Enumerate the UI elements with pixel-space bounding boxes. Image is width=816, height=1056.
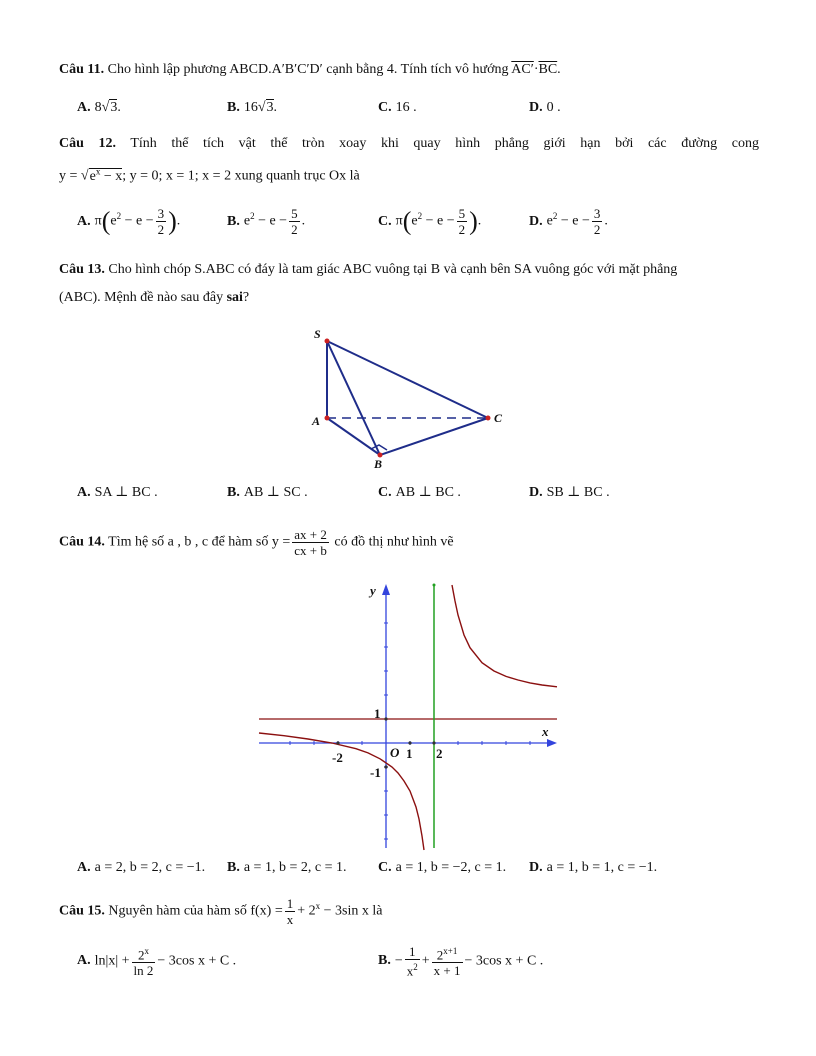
option-letter: C. — [378, 485, 392, 500]
question-number: Câu 13. — [59, 262, 105, 277]
math-expr: e — [243, 213, 251, 229]
axis-ticks — [290, 623, 530, 839]
exponent: 2 — [417, 211, 423, 222]
question-12-line2: $y = √e^x - x$; y = 0; x = 1; x = 2 xung quanh trục Ox là — [59, 166, 360, 184]
math-expr: − e − — [254, 213, 288, 229]
punct: . — [477, 213, 482, 229]
option-text: 0 . — [546, 100, 561, 115]
option-letter: C. — [378, 213, 392, 229]
denominator: ln 2 — [133, 963, 154, 979]
numerator: 5 — [291, 206, 298, 221]
emphasis-word: sai — [226, 290, 243, 305]
punct: . — [604, 213, 608, 229]
question-number: Câu 11. — [59, 62, 105, 77]
label-b: B — [374, 457, 383, 471]
question-text: Tìm hệ số a , b , c để hàm số — [108, 534, 269, 550]
option-letter: D. — [529, 860, 543, 875]
exponent: x — [144, 946, 149, 956]
option-letter: A. — [77, 100, 91, 115]
math-expr: π — [395, 213, 403, 229]
math-expr: e — [89, 168, 96, 184]
origin-label: O — [390, 745, 400, 760]
option-text: AB ⊥ BC . — [395, 485, 461, 500]
question-text: Nguyên hàm của hàm số — [108, 903, 247, 919]
option-letter: A. — [77, 213, 91, 229]
denominator: 2 — [157, 222, 165, 237]
option-b[interactable] — [378, 944, 543, 978]
math-expr: − — [394, 953, 403, 969]
point-x1 — [408, 741, 411, 744]
fraction — [405, 944, 420, 978]
exponent: 2 — [413, 962, 418, 972]
option-letter: C. — [378, 100, 392, 115]
option-b[interactable] — [227, 860, 346, 876]
question-text: Cho hình chóp S.ABC có đáy là tam giác ABC vuông tại B và cạnh bên SA vuông góc với mặt phẳng — [108, 262, 678, 277]
math-expr: 16 — [243, 100, 258, 115]
option-text: a = 1, b = 1, c = −1. — [546, 860, 658, 875]
math-expr: − 3sin x — [320, 903, 369, 919]
edge-sb — [327, 341, 380, 455]
option-text: SA ⊥ BC . — [94, 485, 158, 500]
option-letter: B. — [227, 485, 240, 500]
label-c: C — [494, 411, 503, 425]
fraction — [592, 206, 603, 237]
punct: . — [557, 62, 561, 77]
question-text: (ABC). Mệnh đề nào sau đây — [59, 290, 227, 305]
point-a — [325, 416, 330, 421]
math-expr: ln|x| + — [94, 953, 130, 969]
option-text: a = 1, b = −2, c = 1. — [395, 860, 507, 875]
fraction — [132, 944, 156, 978]
vector: AC′ — [511, 62, 534, 77]
question-number: Câu 12. — [59, 136, 116, 151]
exponent: x — [315, 901, 321, 912]
option-letter: A. — [77, 860, 91, 875]
option-c[interactable] — [378, 860, 506, 876]
option-d[interactable] — [529, 860, 657, 876]
denominator: x — [406, 963, 414, 979]
question-13 — [59, 260, 759, 280]
tick-label-1: 1 — [406, 746, 413, 761]
option-b[interactable] — [227, 484, 308, 501]
math-expr: 3 — [266, 100, 274, 115]
math-expr: − e − — [121, 213, 154, 229]
point-y1 — [384, 717, 387, 720]
option-text: 16 . — [395, 100, 417, 115]
option-b[interactable]: B. 16√3. — [227, 100, 278, 115]
math-expr: e — [546, 213, 553, 229]
fraction — [156, 206, 167, 237]
option-a[interactable]: A. $\pi(e^2 - e$ − $\frac{3}{2}$ ). — [77, 206, 181, 237]
question-11 — [59, 60, 759, 80]
math-expr: e — [411, 213, 418, 229]
option-d[interactable] — [529, 484, 610, 501]
label-a: A — [312, 414, 321, 428]
punct: . — [273, 100, 278, 115]
math-expr: f(x) = — [250, 903, 283, 919]
punct: . — [117, 100, 121, 115]
math-expr: y = — [59, 168, 78, 184]
exponent: x — [95, 166, 101, 176]
edge-sc — [327, 341, 488, 418]
option-c[interactable]: C. $\pi(e^2 - e$ − $\frac{5}{2}$ ). — [378, 206, 482, 237]
option-a[interactable] — [77, 860, 205, 876]
x-axis-arrow — [547, 739, 557, 747]
denominator: x — [286, 912, 294, 927]
option-text: SB ⊥ BC . — [546, 485, 610, 500]
option-text: AB ⊥ SC . — [243, 485, 308, 500]
option-d[interactable] — [529, 100, 561, 116]
question-14 — [59, 527, 454, 558]
question-number: Câu 14. — [59, 534, 105, 550]
numerator: 3 — [593, 206, 601, 221]
point-c — [486, 416, 491, 421]
question-text: Tính thể tích vật thể tròn xoay khi quay hình phẳng giới hạn bởi các đường cong — [130, 136, 759, 151]
math-expr: − e − — [422, 213, 455, 229]
question-text: có đồ thị như hình vẽ — [334, 534, 454, 550]
question-15 — [59, 896, 382, 927]
numerator: 5 — [458, 206, 466, 221]
option-letter: C. — [378, 860, 392, 875]
numerator: 3 — [157, 206, 165, 221]
question-12 — [59, 134, 759, 154]
tick-label-yneg1: -1 — [370, 765, 381, 780]
question-number: Câu 15. — [59, 903, 105, 919]
denominator: 2 — [458, 222, 466, 237]
numerator: 1 — [286, 896, 294, 911]
question-text: cạnh bằng 4. Tính tích vô hướng — [326, 62, 509, 77]
option-c[interactable] — [378, 484, 461, 501]
math-expr: e — [110, 213, 117, 229]
math-expr: 8 — [94, 100, 102, 115]
asymptote-endpoint — [433, 584, 436, 587]
y-axis-arrow — [382, 584, 390, 595]
tick-label-2: 2 — [436, 746, 443, 761]
edge-bc — [380, 418, 488, 455]
option-text: a = 1, b = 2, c = 1. — [243, 860, 347, 875]
math-expr: y = — [271, 534, 291, 550]
denominator: cx + b — [294, 543, 327, 558]
point-xm2 — [336, 741, 339, 744]
label-s: S — [314, 327, 321, 341]
fraction — [457, 206, 468, 237]
fraction — [285, 896, 296, 927]
math-expr: 3 — [110, 100, 118, 115]
exponent: 2 — [552, 211, 558, 222]
exponent: x+1 — [443, 946, 458, 956]
punct: ? — [242, 290, 250, 305]
option-letter: B. — [378, 953, 391, 969]
math-expr: − x — [100, 168, 123, 184]
point-x2 — [432, 741, 435, 744]
denominator: 2 — [291, 222, 298, 237]
tick-label-y1: 1 — [374, 706, 381, 721]
math-expr: ; y = 0; x = 1; x = 2 — [122, 168, 232, 184]
pyramid-figure — [300, 322, 520, 472]
option-letter: D. — [529, 213, 543, 229]
math-expr: ABCD.A′B′C′D′ — [229, 62, 323, 77]
option-a[interactable] — [77, 484, 158, 501]
math-expr: + — [421, 953, 430, 969]
tick-label-neg2: -2 — [332, 750, 343, 765]
curve-right-branch — [452, 585, 557, 687]
option-text: a = 2, b = 2, c = −1. — [94, 860, 206, 875]
option-d[interactable] — [529, 206, 608, 237]
numerator: 2 — [137, 947, 145, 963]
fraction — [432, 944, 463, 978]
punct: . — [301, 213, 306, 229]
math-expr: − e − — [557, 213, 590, 229]
option-letter: D. — [529, 100, 543, 115]
option-letter: B. — [227, 213, 240, 229]
question-13-line2 — [59, 290, 249, 306]
math-expr: − 3cos x + C . — [464, 953, 544, 969]
question-text: Cho hình lập phương — [107, 62, 227, 77]
option-letter: A. — [77, 953, 91, 969]
point-s — [325, 339, 330, 344]
numerator: 2 — [436, 947, 444, 963]
numerator: 1 — [405, 944, 420, 960]
option-letter: B. — [227, 860, 240, 875]
option-a[interactable] — [77, 944, 236, 978]
point-ym1 — [384, 765, 387, 768]
math-expr: π — [94, 213, 102, 229]
y-axis-label: y — [370, 583, 376, 598]
punct: . — [176, 213, 181, 229]
question-text: là — [372, 903, 383, 919]
option-b[interactable] — [227, 206, 305, 237]
option-letter: D. — [529, 485, 543, 500]
denominator: x + 1 — [433, 963, 461, 979]
fraction — [289, 206, 300, 237]
dot-operator: · — [533, 62, 539, 77]
function-graph — [258, 580, 563, 852]
numerator: ax + 2 — [294, 527, 327, 542]
x-axis-label: x — [542, 724, 549, 739]
fraction — [292, 527, 329, 558]
exponent: 2 — [250, 211, 255, 222]
math-expr: + 2 — [297, 903, 316, 919]
denominator: 2 — [593, 222, 601, 237]
option-a[interactable]: A. 8√3. — [77, 100, 121, 115]
question-text: xung quanh trục Ox là — [234, 168, 360, 184]
exponent: 2 — [116, 211, 122, 222]
option-letter: A. — [77, 485, 91, 500]
option-letter: B. — [227, 100, 240, 115]
math-expr: − 3cos x + C . — [157, 953, 237, 969]
vector: $\overline{BC}$ — [538, 62, 558, 77]
option-c[interactable] — [378, 100, 417, 116]
